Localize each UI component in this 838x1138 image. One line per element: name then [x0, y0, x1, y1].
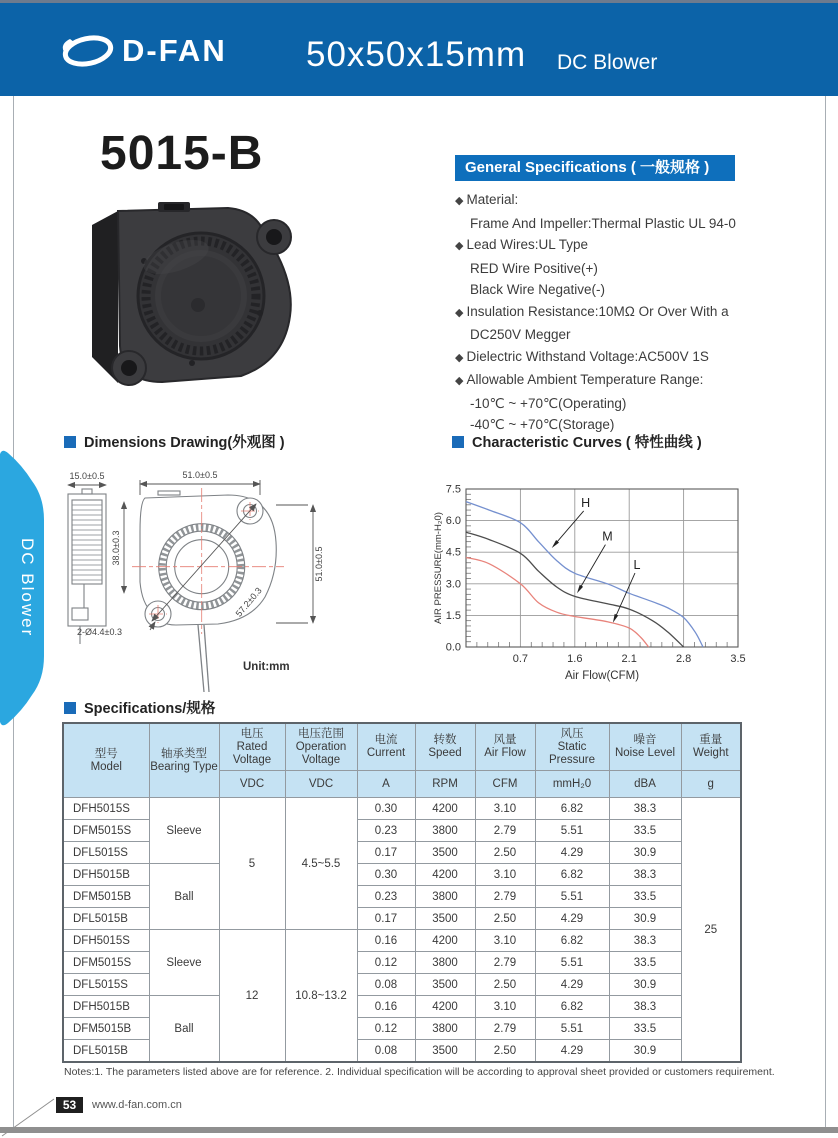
- product-type-title: DC Blower: [557, 51, 658, 74]
- cell-range: 10.8~13.2: [285, 930, 357, 1063]
- specifications-heading-label: Specifications/规格: [84, 701, 216, 717]
- bottom-border-bar: [0, 1127, 838, 1133]
- fan-logo-icon: [60, 29, 116, 73]
- cell-noise: 33.5: [609, 820, 681, 842]
- blue-square-icon: [64, 436, 76, 448]
- svg-text:1.6: 1.6: [567, 653, 583, 665]
- dim-inner-height-label: 38.0±0.3: [111, 530, 121, 566]
- cell-noise: 30.9: [609, 842, 681, 864]
- col-speed: 转数 Speed: [415, 723, 475, 771]
- unit-airflow: CFM: [475, 771, 535, 798]
- sidebar-tab-label: DC Blower: [18, 538, 37, 638]
- logo-text: D-FAN: [122, 33, 227, 68]
- cell-model: DFM5015S: [63, 820, 149, 842]
- dim-width-label: 51.0±0.5: [182, 470, 218, 480]
- cell-pressure: 5.51: [535, 886, 609, 908]
- page-number-badge: 53: [56, 1097, 83, 1113]
- svg-text:H: H: [581, 495, 591, 510]
- svg-text:6.0: 6.0: [445, 515, 461, 528]
- table-row: [63, 798, 741, 820]
- cell-current: 0.17: [357, 908, 415, 930]
- cell-noise: 30.9: [609, 1040, 681, 1063]
- cell-pressure: 5.51: [535, 820, 609, 842]
- table-row: [63, 930, 741, 952]
- cell-airflow: 3.10: [475, 930, 535, 952]
- cell-airflow: 2.50: [475, 842, 535, 864]
- svg-text:2.8: 2.8: [675, 653, 692, 665]
- blue-square-icon: [452, 436, 464, 448]
- table-header-row: [63, 723, 741, 771]
- cell-noise: 30.9: [609, 974, 681, 996]
- product-photo-blower-fan: [80, 195, 312, 407]
- side-view-drawing: [68, 489, 106, 644]
- col-bearing: 轴承类型 Bearing Type: [149, 723, 219, 798]
- website-text: www.d-fan.com.cn: [92, 1099, 182, 1111]
- unit-range: VDC: [285, 771, 357, 798]
- dimensions-heading: [64, 431, 285, 452]
- general-specs-title-bar: General Specifications ( 一般规格 ): [455, 155, 735, 181]
- cell-pressure: 6.82: [535, 930, 609, 952]
- col-current: 电流 Current: [357, 723, 415, 771]
- cell-weight: 25: [681, 798, 741, 1063]
- col-pressure: 风压 Static Pressure: [535, 723, 609, 771]
- svg-text:3.0: 3.0: [445, 578, 461, 591]
- cell-current: 0.23: [357, 820, 415, 842]
- dim-holes-label: 2-Ø4.4±0.3: [77, 627, 122, 637]
- cell-bearing: Sleeve: [149, 930, 219, 996]
- col-rated-voltage: 电压 Rated Voltage: [219, 723, 285, 771]
- cell-airflow: 3.10: [475, 996, 535, 1018]
- spec-item: ◆ Lead Wires:UL Type: [455, 234, 785, 258]
- cell-model: DFH5015B: [63, 864, 149, 886]
- cell-speed: 3500: [415, 1040, 475, 1063]
- cell-speed: 4200: [415, 864, 475, 886]
- cell-current: 0.08: [357, 1040, 415, 1063]
- col-airflow: 风量 Air Flow: [475, 723, 535, 771]
- cell-noise: 38.3: [609, 864, 681, 886]
- cell-current: 0.08: [357, 974, 415, 996]
- cell-pressure: 4.29: [535, 974, 609, 996]
- cell-current: 0.12: [357, 1018, 415, 1040]
- spec-item-cont: Black Wire Negative(-): [470, 282, 606, 297]
- cell-model: DFL5015S: [63, 842, 149, 864]
- right-border-line: [825, 96, 826, 1130]
- cell-noise: 38.3: [609, 798, 681, 820]
- blue-square-icon: [64, 702, 76, 714]
- col-operation-voltage: 电压范围 Operation Voltage: [285, 723, 357, 771]
- cell-model: DFL5015B: [63, 1040, 149, 1063]
- cell-speed: 4200: [415, 930, 475, 952]
- svg-text:L: L: [633, 558, 641, 573]
- specifications-heading: [64, 697, 215, 718]
- unit-pressure: mmH₂0: [535, 771, 609, 798]
- svg-text:4.5: 4.5: [445, 546, 461, 559]
- svg-text:Air Flow(CFM): Air Flow(CFM): [564, 670, 640, 682]
- cell-speed: 3500: [415, 842, 475, 864]
- size-title: 50x50x15mm: [306, 35, 527, 74]
- cell-speed: 3500: [415, 974, 475, 996]
- cell-model: DFM5015B: [63, 886, 149, 908]
- cell-airflow: 2.79: [475, 886, 535, 908]
- cell-speed: 4200: [415, 996, 475, 1018]
- cell-noise: 38.3: [609, 930, 681, 952]
- spec-item: ◆ Allowable Ambient Temperature Range:: [455, 369, 785, 393]
- cell-pressure: 4.29: [535, 908, 609, 930]
- svg-text:2.1: 2.1: [621, 653, 637, 665]
- cell-current: 0.16: [357, 930, 415, 952]
- brand-logo: [60, 29, 227, 73]
- cell-airflow: 3.10: [475, 864, 535, 886]
- svg-text:AIR PRESSURE(mm-H₂0): AIR PRESSURE(mm-H₂0): [433, 512, 444, 624]
- dim-diagonal-label: 57.2±0.3: [233, 585, 264, 619]
- spec-item: ◆ Dielectric Withstand Voltage:AC500V 1S: [455, 346, 785, 370]
- table-row: [63, 864, 741, 886]
- cell-current: 0.12: [357, 952, 415, 974]
- col-model: 型号 Model: [63, 723, 149, 798]
- cell-bearing: Sleeve: [149, 798, 219, 864]
- cell-bearing: Ball: [149, 996, 219, 1063]
- unit-speed: RPM: [415, 771, 475, 798]
- unit-rated: VDC: [219, 771, 285, 798]
- spec-item: ◆ Material:: [455, 189, 785, 213]
- general-specs-list: [455, 189, 785, 436]
- cell-airflow: 2.50: [475, 908, 535, 930]
- table-row: [63, 996, 741, 1018]
- cell-range: 4.5~5.5: [285, 798, 357, 930]
- cell-airflow: 2.50: [475, 1040, 535, 1063]
- dim-depth-label: 15.0±0.5: [69, 471, 105, 481]
- header-bar: [0, 3, 838, 96]
- col-weight: 重量 Weight: [681, 723, 741, 771]
- svg-text:1.5: 1.5: [445, 609, 461, 622]
- cell-airflow: 2.79: [475, 1018, 535, 1040]
- cell-speed: 3800: [415, 820, 475, 842]
- spec-item-cont: -10℃ ~ +70℃(Operating): [470, 395, 627, 411]
- unit-current: A: [357, 771, 415, 798]
- svg-text:7.5: 7.5: [445, 483, 461, 496]
- cell-airflow: 2.79: [475, 820, 535, 842]
- cell-model: DFL5015B: [63, 908, 149, 930]
- unit-noise: dBA: [609, 771, 681, 798]
- cell-speed: 3800: [415, 952, 475, 974]
- sidebar-tab-dc-blower: [0, 448, 50, 728]
- svg-text:3.5: 3.5: [730, 653, 746, 665]
- cell-bearing: Ball: [149, 864, 219, 930]
- specifications-table: [62, 722, 742, 1063]
- cell-current: 0.30: [357, 864, 415, 886]
- spec-item: ◆ Insulation Resistance:10MΩ Or Over With a: [455, 301, 785, 325]
- cell-noise: 33.5: [609, 952, 681, 974]
- cell-model: DFH5015S: [63, 930, 149, 952]
- characteristic-curves-chart: [430, 472, 760, 687]
- cell-speed: 3800: [415, 1018, 475, 1040]
- cell-current: 0.30: [357, 798, 415, 820]
- svg-text:0.0: 0.0: [445, 641, 461, 654]
- cell-model: DFM5015B: [63, 1018, 149, 1040]
- dimensions-heading-label: Dimensions Drawing(外观图 ): [84, 435, 285, 451]
- cell-model: DFH5015B: [63, 996, 149, 1018]
- model-title: 5015-B: [100, 127, 264, 180]
- svg-text:M: M: [602, 529, 613, 544]
- dimensions-drawing: [58, 462, 443, 707]
- cell-model: DFL5015S: [63, 974, 149, 996]
- cell-current: 0.23: [357, 886, 415, 908]
- spec-item-cont: Frame And Impeller:Thermal Plastic UL 94-0: [470, 215, 736, 231]
- cell-speed: 3800: [415, 886, 475, 908]
- cell-speed: 4200: [415, 798, 475, 820]
- notes-text: Notes:1. The parameters listed above are for reference. 2. Individual specification will be according to approval sheet provided or customers requirement.: [64, 1066, 775, 1078]
- cell-airflow: 3.10: [475, 798, 535, 820]
- cell-pressure: 6.82: [535, 864, 609, 886]
- spec-item-cont: RED Wire Positive(+): [470, 260, 598, 276]
- cell-pressure: 5.51: [535, 952, 609, 974]
- cell-model: DFH5015S: [63, 798, 149, 820]
- cell-airflow: 2.79: [475, 952, 535, 974]
- cell-noise: 33.5: [609, 1018, 681, 1040]
- cell-speed: 3500: [415, 908, 475, 930]
- cell-noise: 38.3: [609, 996, 681, 1018]
- cell-airflow: 2.50: [475, 974, 535, 996]
- cell-current: 0.16: [357, 996, 415, 1018]
- dim-height-label: 51.0±0.5: [314, 546, 324, 582]
- cell-current: 0.17: [357, 842, 415, 864]
- cell-model: DFM5015S: [63, 952, 149, 974]
- cell-pressure: 5.51: [535, 1018, 609, 1040]
- svg-text:0.7: 0.7: [512, 653, 529, 665]
- unit-label: Unit:mm: [243, 661, 290, 673]
- curves-heading-label: Characteristic Curves ( 特性曲线 ): [472, 435, 702, 451]
- cell-pressure: 4.29: [535, 842, 609, 864]
- cell-rated: 12: [219, 930, 285, 1063]
- cell-rated: 5: [219, 798, 285, 930]
- unit-weight: g: [681, 771, 741, 798]
- curves-heading: [452, 431, 702, 452]
- cell-pressure: 6.82: [535, 996, 609, 1018]
- cell-noise: 30.9: [609, 908, 681, 930]
- cell-noise: 33.5: [609, 886, 681, 908]
- corner-diagonal-line: [0, 1090, 60, 1138]
- spec-item-cont: DC250V Megger: [470, 327, 571, 342]
- col-noise: 噪音 Noise Level: [609, 723, 681, 771]
- cell-pressure: 6.82: [535, 798, 609, 820]
- spec-item-cont: -40℃ ~ +70℃(Storage): [470, 417, 615, 432]
- cell-pressure: 4.29: [535, 1040, 609, 1063]
